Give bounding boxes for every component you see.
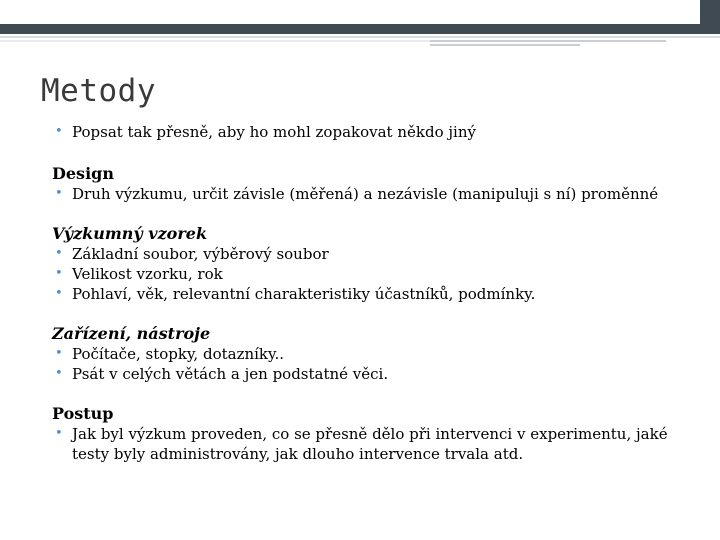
header-stripe xyxy=(430,44,580,46)
list-item xyxy=(52,424,692,464)
bullet-icon: • xyxy=(55,186,63,201)
list-item xyxy=(52,244,692,264)
bullet-icon: • xyxy=(55,286,63,301)
bullet-text: Počítače, stopky, dotazníky.. xyxy=(72,345,285,363)
bullet-icon: • xyxy=(55,266,63,281)
list-item xyxy=(52,184,692,204)
bullet-text: Popsat tak přesně, aby ho mohl zopakovat někdo jiný xyxy=(72,123,476,141)
bullet-icon: • xyxy=(55,426,63,441)
bullet-text: Druh výzkumu, určit závisle (měřená) a nezávisle (manipuluji s ní) proměnné xyxy=(72,185,659,203)
bullet-text: Základní soubor, výběrový soubor xyxy=(72,245,329,263)
header-stripe xyxy=(0,40,430,42)
bullet-icon: • xyxy=(55,346,63,361)
section-heading-sample: Výzkumný vzorek xyxy=(52,224,208,243)
bullet-text: Pohlaví, věk, relevantní charakteristiky účastníků, podmínky. xyxy=(72,285,536,303)
section-heading-tools: Zařízení, nástroje xyxy=(52,324,211,343)
header-band xyxy=(0,0,720,24)
list-item xyxy=(52,264,692,284)
list-item xyxy=(52,344,692,364)
bullet-text: Jak byl výzkum proveden, co se přesně dělo při intervenci v experimentu, jaké testy byly administrovány, jak dlouho intervence trvala atd. xyxy=(72,425,668,463)
header-dark-corner xyxy=(700,0,720,34)
header-stripe xyxy=(0,36,720,38)
bullet-icon: • xyxy=(55,124,63,139)
list-item xyxy=(52,364,692,384)
bullet-icon: • xyxy=(55,366,63,381)
section-heading-procedure: Postup xyxy=(52,404,114,423)
bullet-text: Psát v celých větách a jen podstatné věci. xyxy=(72,365,389,383)
header-dark-bar xyxy=(0,24,700,34)
slide-title: Metody xyxy=(41,73,156,109)
bullet-icon: • xyxy=(55,246,63,261)
header-stripe xyxy=(430,40,666,42)
section-heading-design: Design xyxy=(52,164,114,183)
list-item xyxy=(52,284,692,304)
intro-bullet xyxy=(52,122,692,142)
slide-body xyxy=(52,122,692,464)
bullet-text: Velikost vzorku, rok xyxy=(72,265,223,283)
